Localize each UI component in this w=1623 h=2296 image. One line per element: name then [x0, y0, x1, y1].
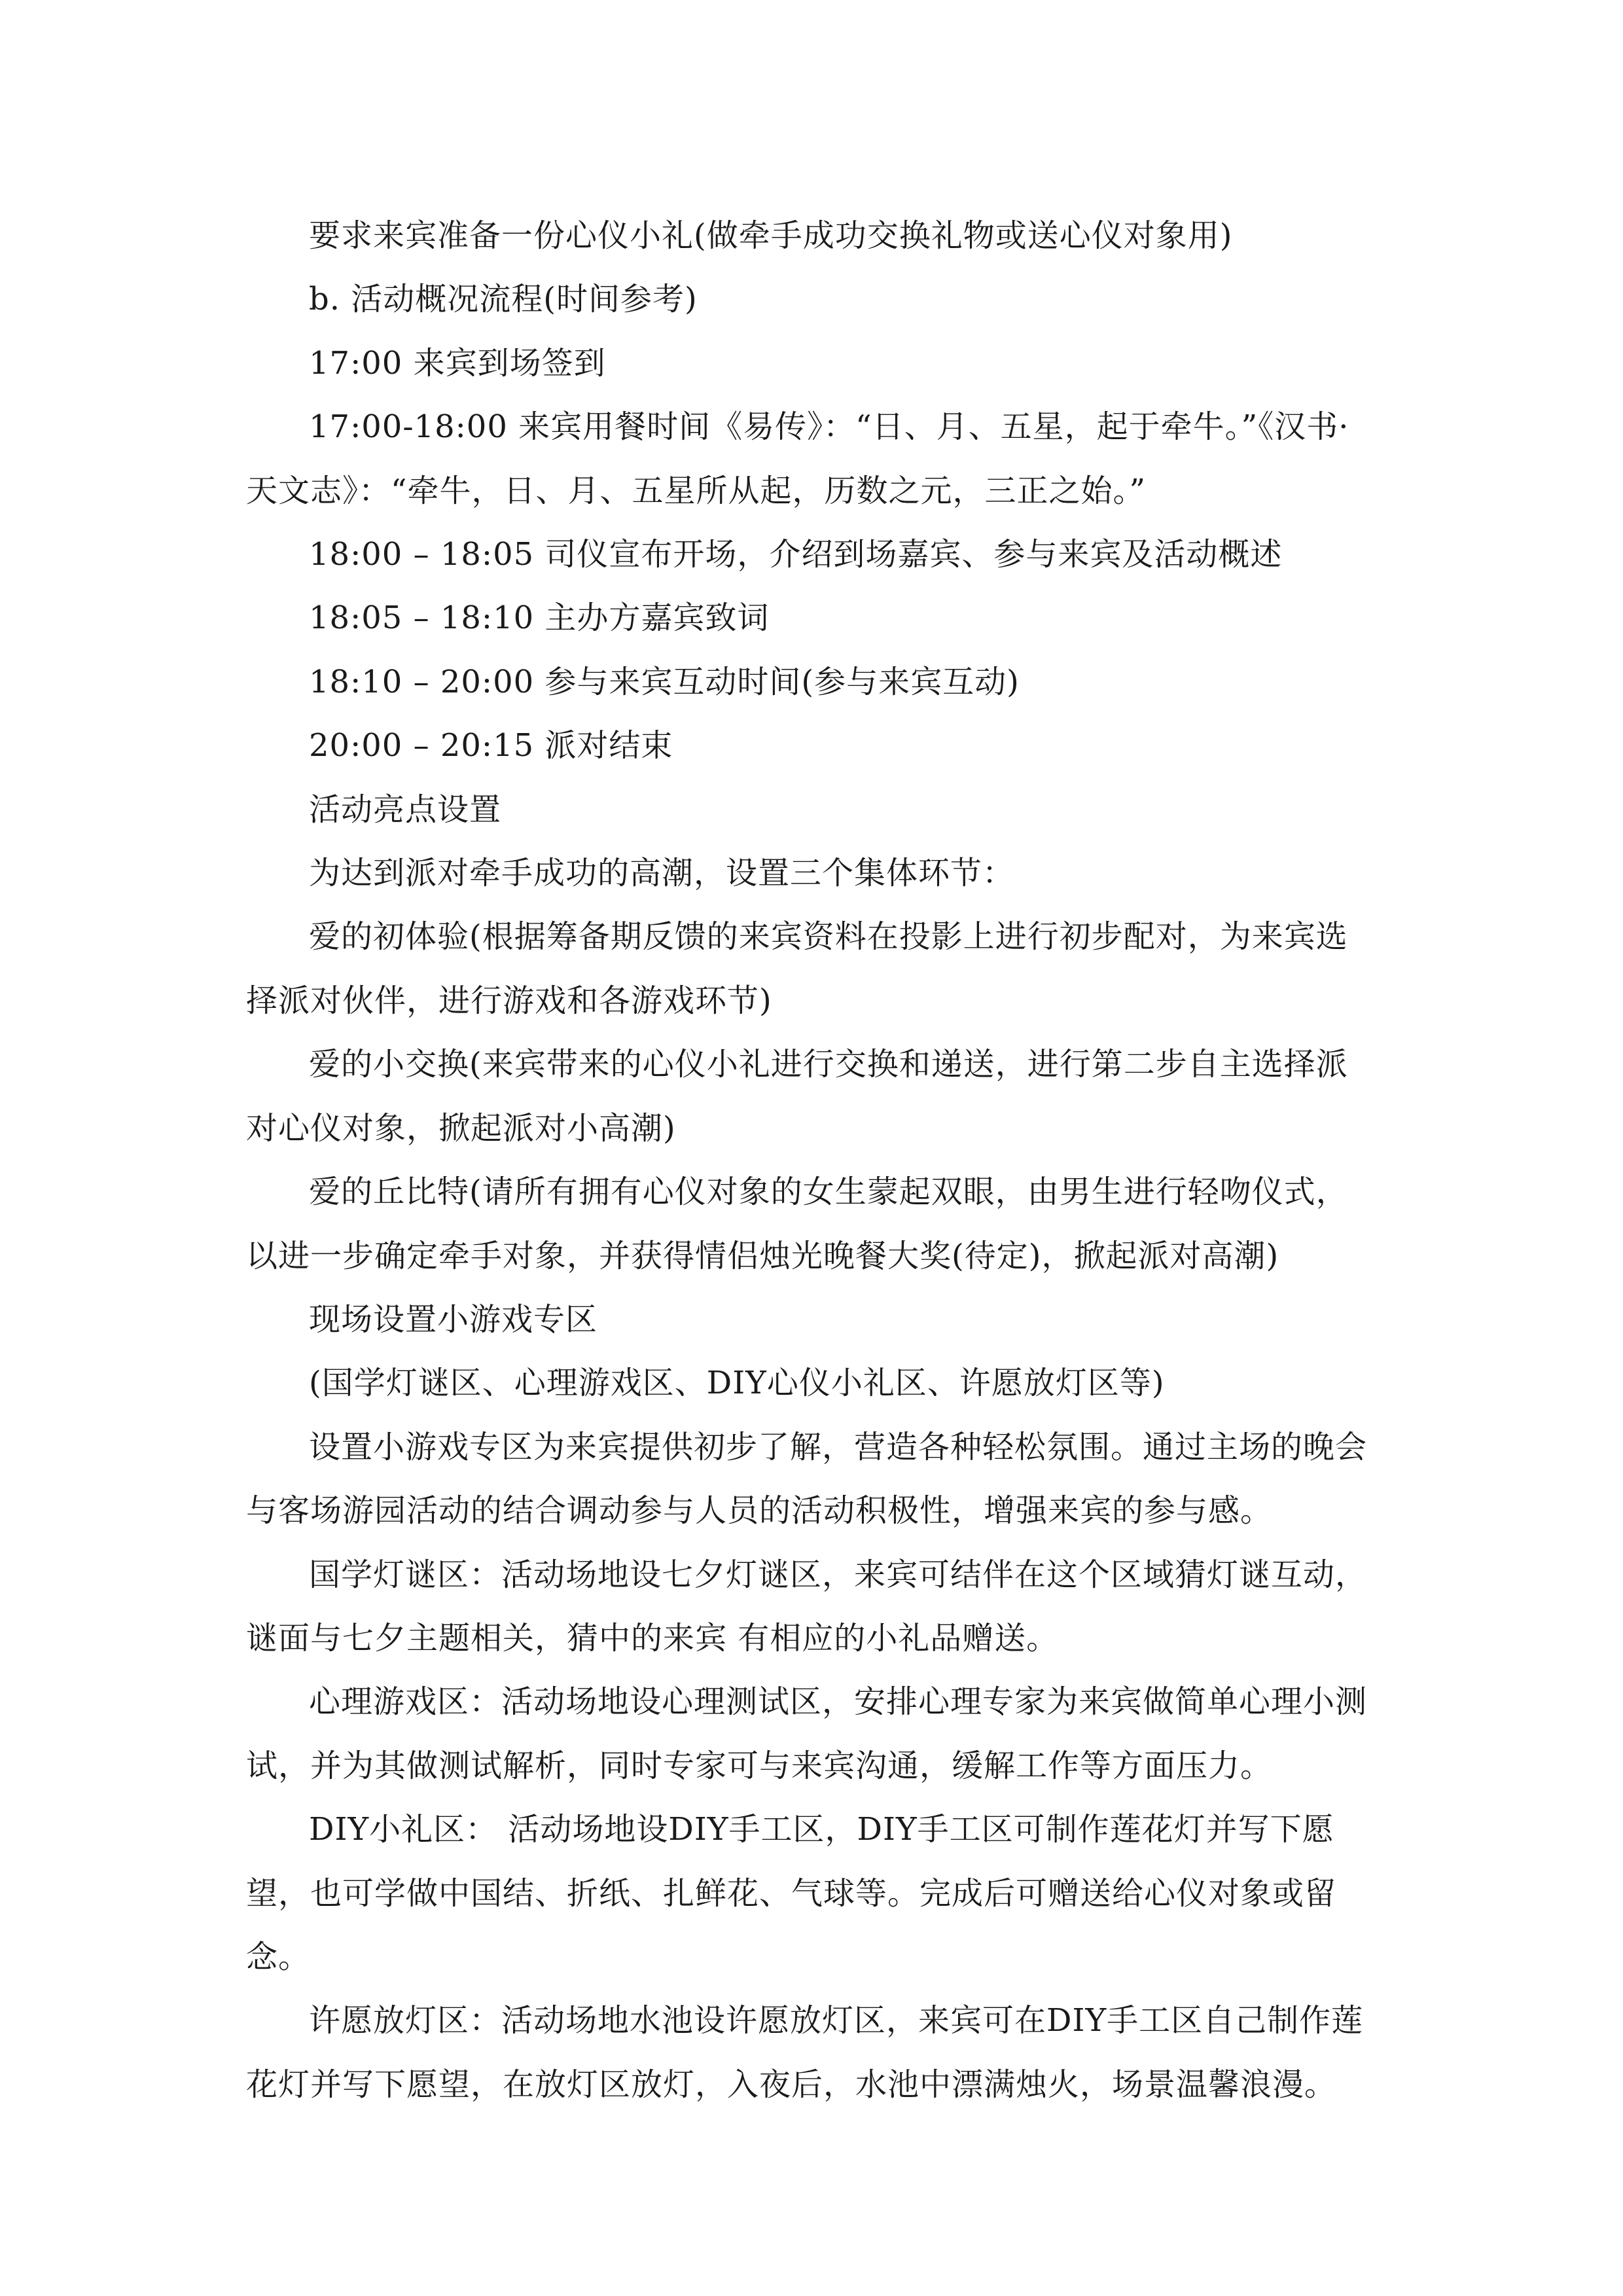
paragraph-schedule-checkin: 17:00 来宾到场签到	[309, 344, 606, 382]
paragraph-gift-request: 要求来宾准备一份心仪小礼(做牵手成功交换礼物或送心仪对象用)	[309, 217, 1233, 254]
paragraph-psychology-zone: 心理游戏区：活动场地设心理测试区，安排心理专家为来宾做简单心理小测试，并为其做测试解析，同时专家可与来宾沟通，缓解工作等方面压力。	[246, 1683, 1368, 1784]
paragraph-schedule-interaction: 18:10 – 20:00 参与来宾互动时间(参与来宾互动)	[309, 663, 1020, 700]
paragraph-schedule-end: 20:00 – 20:15 派对结束	[309, 727, 673, 764]
paragraph-riddle-zone: 国学灯谜区：活动场地设七夕灯谜区，来宾可结伴在这个区域猜灯谜互动，谜面与七夕主题相关，猜中的来宾 有相应的小礼品赠送。	[246, 1556, 1368, 1657]
paragraph-schedule-speech: 18:05 – 18:10 主办方嘉宾致词	[309, 600, 770, 637]
paragraph-game-zone-heading: 现场设置小游戏专区	[309, 1300, 598, 1338]
paragraph-small-exchange: 爱的小交换(来宾带来的心仪小礼进行交换和递送，进行第二步自主选择派对心仪对象，掀起派对小高潮)	[246, 1046, 1348, 1147]
paragraph-game-zone-purpose: 设置小游戏专区为来宾提供初步了解，营造各种轻松氛围。通过主场的晚会与客场游园活动的结合调动参与人员的活动积极性，增强来宾的参与感。	[246, 1428, 1368, 1530]
paragraph-schedule-dinner: 17:00-18:00 来宾用餐时间《易传》：“日、月、五星，起于牵牛。”《汉书·天文志》：“牵牛，日、月、五星所从起，历数之元，三正之始。”	[246, 408, 1349, 509]
paragraph-diy-zone: DIY小礼区： 活动场地设DIY手工区，DIY手工区可制作莲花灯并写下愿望，也可学做中国结、折纸、扎鲜花、气球等。完成后可赠送给心仪对象或留念。	[246, 1811, 1337, 1975]
paragraph-schedule-opening: 18:00 – 18:05 司仪宣布开场，介绍到场嘉宾、参与来宾及活动概述	[309, 536, 1283, 573]
document-body	[246, 204, 1378, 2117]
paragraph-game-zone-list: (国学灯谜区、心理游戏区、DIY心仪小礼区、许愿放灯区等)	[309, 1365, 1165, 1402]
paragraph-highlights-heading: 活动亮点设置	[309, 791, 502, 828]
paragraph-lantern-zone: 许愿放灯区：活动场地水池设许愿放灯区，来宾可在DIY手工区自己制作莲花灯并写下愿望，在放灯区放灯，入夜后，水池中漂满烛火，场景温馨浪漫。	[246, 2002, 1364, 2103]
paragraph-cupid: 爱的丘比特(请所有拥有心仪对象的女生蒙起双眼，由男生进行轻吻仪式，以进一步确定牵手对象，并获得情侣烛光晚餐大奖(待定)，掀起派对高潮)	[246, 1174, 1348, 1274]
paragraph-first-experience: 爱的初体验(根据筹备期反馈的来宾资料在投影上进行初步配对，为来宾选择派对伙伴，进行游戏和各游戏环节)	[246, 918, 1348, 1019]
paragraph-schedule-heading: b. 活动概况流程(时间参考)	[309, 281, 698, 318]
paragraph-highlights-intro: 为达到派对牵手成功的高潮，设置三个集体环节：	[309, 855, 1015, 892]
